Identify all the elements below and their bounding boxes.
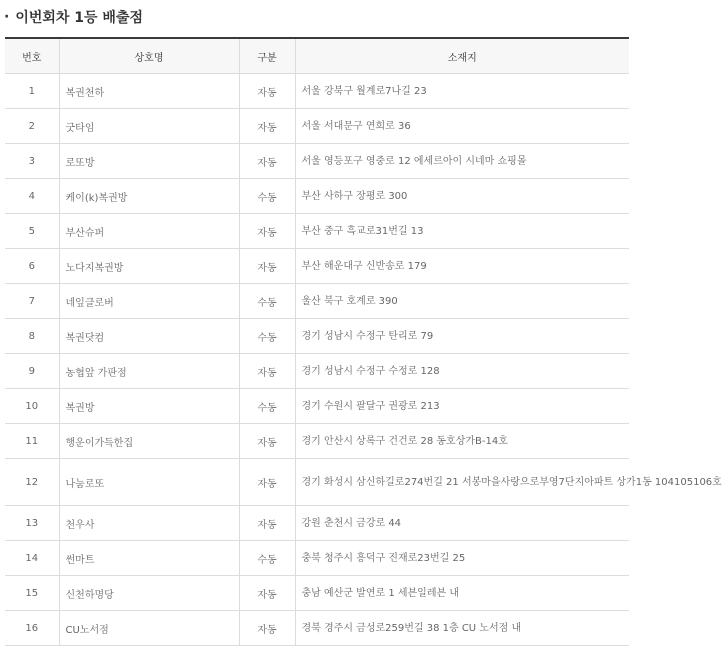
- purchase-type: 자동: [239, 576, 295, 611]
- store-name: 로또방: [59, 144, 239, 179]
- table-row: [5, 389, 629, 424]
- purchase-type: 자동: [239, 109, 295, 144]
- store-address: 서울 강북구 월계로7나길 23: [295, 74, 629, 109]
- store-name: 네잎클로버: [59, 284, 239, 319]
- purchase-type: 자동: [239, 611, 295, 646]
- row-number: 6: [5, 249, 59, 284]
- purchase-type: 수동: [239, 179, 295, 214]
- store-name: 노다지복권방: [59, 249, 239, 284]
- store-address: 서울 서대문구 연희로 36: [295, 109, 629, 144]
- row-number: 4: [5, 179, 59, 214]
- store-name: 천우사: [59, 506, 239, 541]
- header-address: 소재지: [295, 38, 629, 74]
- table-row: [5, 424, 629, 459]
- winners-table: [5, 37, 722, 646]
- store-address: 서울 영등포구 영중로 12 에세르아이 시네마 쇼핑몰: [295, 144, 629, 179]
- store-address: 충북 청주시 흥덕구 진재로23번길 25: [295, 541, 629, 576]
- table-row: [5, 576, 629, 611]
- store-address: 부산 사하구 장평로 300: [295, 179, 629, 214]
- row-number: 2: [5, 109, 59, 144]
- table-row: [5, 249, 629, 284]
- table-row: [5, 319, 629, 354]
- table-row: [5, 109, 629, 144]
- store-address: 부산 해운대구 신반송로 179: [295, 249, 629, 284]
- table-row: [5, 284, 629, 319]
- table-header: [5, 38, 629, 74]
- table-row: [5, 354, 629, 389]
- header-name: 상호명: [59, 38, 239, 74]
- store-name: 복권닷컴: [59, 319, 239, 354]
- purchase-type: 자동: [239, 506, 295, 541]
- purchase-type: 자동: [239, 144, 295, 179]
- store-address: 경기 화성시 삼신하길로274번길 21 서봉마을사랑으로부영7단지아파트 상가1동 104105106호: [295, 459, 629, 506]
- table-row: [5, 214, 629, 249]
- header-type: 구분: [239, 38, 295, 74]
- store-address: 강원 춘천시 금강로 44: [295, 506, 629, 541]
- header-no: 번호: [5, 38, 59, 74]
- table-row: [5, 611, 629, 646]
- store-name: 굿타임: [59, 109, 239, 144]
- row-number: 5: [5, 214, 59, 249]
- purchase-type: 수동: [239, 541, 295, 576]
- store-name: 복권천하: [59, 74, 239, 109]
- row-number: 14: [5, 541, 59, 576]
- row-number: 16: [5, 611, 59, 646]
- store-name: 농협앞 가판점: [59, 354, 239, 389]
- row-number: 1: [5, 74, 59, 109]
- purchase-type: 수동: [239, 389, 295, 424]
- row-number: 15: [5, 576, 59, 611]
- row-number: 11: [5, 424, 59, 459]
- purchase-type: 자동: [239, 249, 295, 284]
- store-address: 경기 성남시 수정구 수정로 128: [295, 354, 629, 389]
- purchase-type: 자동: [239, 459, 295, 506]
- store-name: 부산슈퍼: [59, 214, 239, 249]
- purchase-type: 자동: [239, 424, 295, 459]
- purchase-type: 자동: [239, 74, 295, 109]
- table-row: [5, 144, 629, 179]
- table-body: [5, 74, 722, 646]
- row-number: 8: [5, 319, 59, 354]
- row-number: 10: [5, 389, 59, 424]
- row-number: 9: [5, 354, 59, 389]
- row-number: 7: [5, 284, 59, 319]
- title-bullet: ·: [4, 9, 10, 25]
- table-row: [5, 459, 629, 506]
- table-row: [5, 179, 629, 214]
- store-address: 경북 경주시 금성로259번길 38 1층 CU 노서점 내: [295, 611, 629, 646]
- table-row: [5, 74, 629, 109]
- row-number: 12: [5, 459, 59, 506]
- store-name: 행운이가득한집: [59, 424, 239, 459]
- store-name: CU노서점: [59, 611, 239, 646]
- store-name: 나눔로또: [59, 459, 239, 506]
- header-row: [5, 38, 629, 74]
- section-title: [4, 6, 143, 28]
- store-address: 부산 중구 흑교로31번길 13: [295, 214, 629, 249]
- table-row: [5, 506, 629, 541]
- table-row: [5, 541, 629, 576]
- row-number: 3: [5, 144, 59, 179]
- store-name: 썬마트: [59, 541, 239, 576]
- store-address: 경기 성남시 수정구 탄리로 79: [295, 319, 629, 354]
- store-address: 경기 수원시 팔달구 권광로 213: [295, 389, 629, 424]
- row-number: 13: [5, 506, 59, 541]
- section-title-text: 이번회차 1등 배출점: [15, 10, 144, 26]
- purchase-type: 자동: [239, 214, 295, 249]
- purchase-type: 수동: [239, 319, 295, 354]
- store-name: 복권방: [59, 389, 239, 424]
- store-name: 케이(k)복권방: [59, 179, 239, 214]
- purchase-type: 자동: [239, 354, 295, 389]
- purchase-type: 수동: [239, 284, 295, 319]
- store-address: 충남 예산군 발연로 1 세븐일레븐 내: [295, 576, 629, 611]
- store-name: 신천하명당: [59, 576, 239, 611]
- store-address: 경기 안산시 상록구 건건로 28 동호상가B-14호: [295, 424, 629, 459]
- store-address: 울산 북구 호계로 390: [295, 284, 629, 319]
